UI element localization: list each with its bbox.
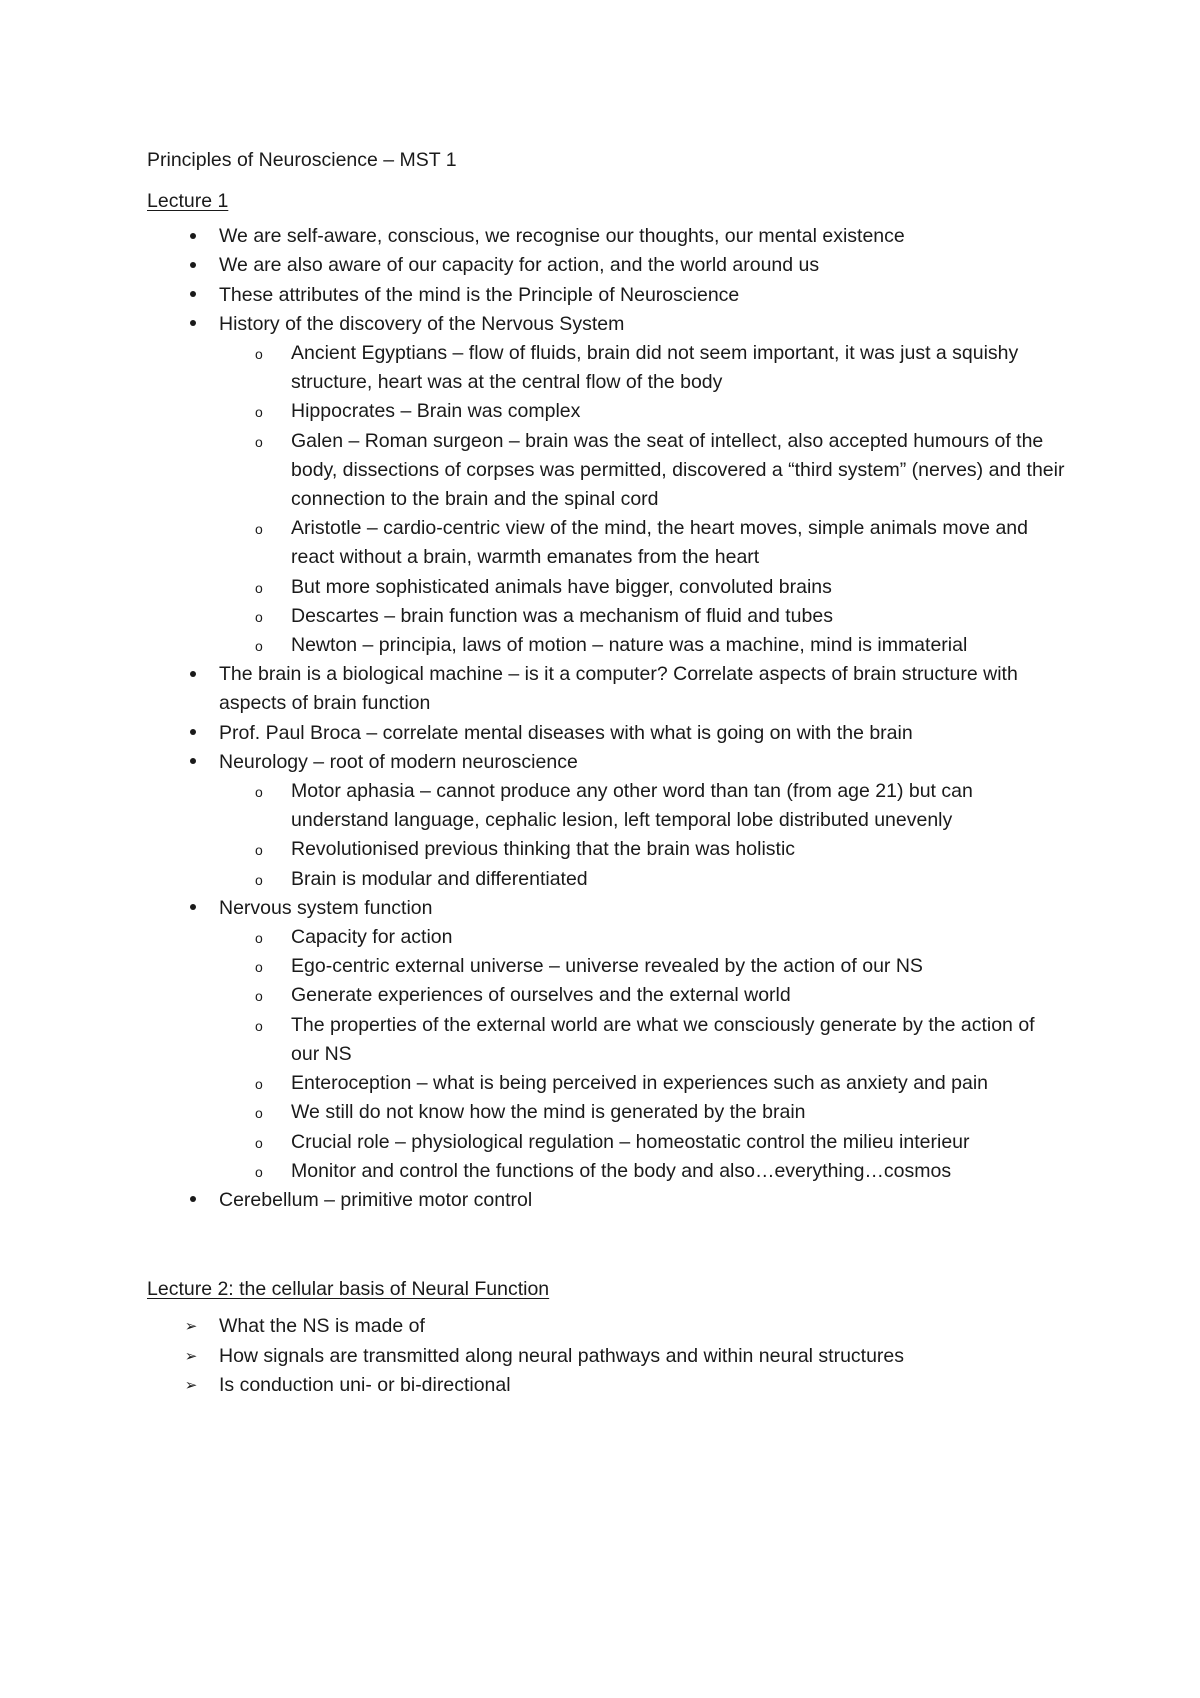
bullet-text: History of the discovery of the Nervous System [219, 312, 625, 335]
sub-bullet-text: Newton – principia, laws of motion – nature was a machine, mind is immaterial [291, 634, 968, 657]
sub-bullet-item [219, 602, 1067, 631]
bullet-text: The brain is a biological machine – is it a computer? Correlate aspects of brain structure with aspects of brain function [219, 663, 1018, 715]
sub-bullet-item [219, 981, 1067, 1010]
bullet-circle-icon: o [255, 988, 263, 1005]
sub-bullet-text: Brain is modular and differentiated [291, 867, 588, 890]
bullet-circle-icon: o [255, 784, 263, 801]
sub-bullet-item [219, 1157, 1067, 1186]
bullet-dot-icon [185, 222, 201, 251]
bullet-dot-icon [185, 310, 201, 339]
bullet-circle-icon: o [255, 404, 263, 421]
arrow-bullet-icon: ➢ [184, 1376, 198, 1394]
bullet-circle-icon: o [255, 433, 263, 450]
arrow-bullet-text: How signals are transmitted along neural pathways and within neural structures [219, 1344, 905, 1367]
sub-bullet-item [219, 573, 1067, 602]
bullet-circle-icon: o [255, 1105, 263, 1122]
lecture-2-arrow-item [147, 1371, 1067, 1400]
sub-list [219, 777, 1067, 894]
sub-bullet-text: Descartes – brain function was a mechanism of fluid and tubes [291, 604, 833, 627]
bullet-circle-icon: o [255, 521, 263, 538]
bullet-circle-icon: o [255, 579, 263, 596]
sub-list [219, 923, 1067, 1186]
sub-bullet-item [219, 835, 1067, 864]
lecture-1-bullet-item [147, 894, 1067, 1186]
bullet-circle-icon: o [255, 1134, 263, 1151]
sub-bullet-text: Revolutionised previous thinking that the brain was holistic [291, 838, 796, 861]
sub-bullet-item [219, 397, 1067, 426]
lecture-1-bullet-item [147, 719, 1067, 748]
bullet-text: Neurology – root of modern neuroscience [219, 750, 578, 773]
lecture-2-arrow-item [147, 1312, 1067, 1341]
bullet-circle-icon: o [255, 608, 263, 625]
sub-bullet-text: Galen – Roman surgeon – brain was the seat of intellect, also accepted humours of the body, dissections of corpses was permitted, discovered a “third system” (nerves) and their connection to the brain and the spinal cord [291, 429, 1065, 511]
sub-bullet-item [219, 427, 1067, 515]
bullet-circle-icon: o [255, 959, 263, 976]
sub-bullet-item [219, 514, 1067, 572]
sub-bullet-text: Generate experiences of ourselves and the external world [291, 984, 791, 1007]
lecture-1-list [147, 222, 1067, 1215]
bullet-dot-icon [185, 748, 201, 777]
sub-bullet-item [219, 952, 1067, 981]
sub-bullet-item [219, 339, 1067, 397]
sub-bullet-item [219, 1128, 1067, 1157]
sub-bullet-item [219, 631, 1067, 660]
bullet-circle-icon: o [255, 1163, 263, 1180]
lecture-1-bullet-item [147, 748, 1067, 894]
lecture-2-list [147, 1312, 1067, 1400]
sub-bullet-text: Ancient Egyptians – flow of fluids, brain did not seem important, it was just a squishy structure, heart was at the central flow of the body [291, 342, 1019, 394]
bullet-dot-icon [185, 719, 201, 748]
bullet-circle-icon: o [255, 638, 263, 655]
sub-bullet-text: Aristotle – cardio-centric view of the mind, the heart moves, simple animals move and react without a brain, warmth emanates from the heart [291, 517, 1028, 569]
bullet-circle-icon: o [255, 842, 263, 859]
bullet-circle-icon: o [255, 346, 263, 363]
section-spacer [147, 1215, 1067, 1275]
arrow-bullet-text: What the NS is made of [219, 1315, 425, 1338]
bullet-circle-icon: o [255, 1017, 263, 1034]
sub-bullet-text: Crucial role – physiological regulation – homeostatic control the milieu interieur [291, 1130, 970, 1153]
lecture-1-bullet-item [147, 660, 1067, 718]
bullet-dot-icon [185, 281, 201, 310]
bullet-text: Cerebellum – primitive motor control [219, 1188, 533, 1211]
sub-bullet-item [219, 777, 1067, 835]
lecture-1-heading: Lecture 1 [147, 190, 229, 212]
lecture-1-bullet-item [147, 251, 1067, 280]
arrow-bullet-icon: ➢ [184, 1347, 198, 1365]
arrow-bullet-text: Is conduction uni- or bi-directional [219, 1373, 511, 1396]
lecture-1-bullet-item [147, 1186, 1067, 1215]
bullet-text: Prof. Paul Broca – correlate mental diseases with what is going on with the brain [219, 721, 913, 744]
sub-bullet-text: Capacity for action [291, 926, 453, 949]
sub-bullet-text: Hippocrates – Brain was complex [291, 400, 581, 423]
document-page [147, 146, 1067, 1400]
bullet-circle-icon: o [255, 1076, 263, 1093]
bullet-dot-icon [185, 251, 201, 280]
arrow-bullet-icon: ➢ [184, 1318, 198, 1336]
lecture-1-bullet-item [147, 310, 1067, 660]
bullet-dot-icon [185, 894, 201, 923]
bullet-circle-icon: o [255, 930, 263, 947]
bullet-text: We are also aware of our capacity for action, and the world around us [219, 254, 820, 277]
lecture-1-bullet-item [147, 222, 1067, 251]
lecture-2-heading: Lecture 2: the cellular basis of Neural Function [147, 1278, 550, 1301]
sub-bullet-text: Ego-centric external universe – universe revealed by the action of our NS [291, 955, 923, 978]
sub-bullet-item [219, 1069, 1067, 1098]
sub-bullet-text: Enteroception – what is being perceived in experiences such as anxiety and pain [291, 1072, 989, 1095]
bullet-circle-icon: o [255, 871, 263, 888]
lecture-1-bullet-item [147, 281, 1067, 310]
bullet-text: Nervous system function [219, 896, 433, 919]
sub-bullet-item [219, 865, 1067, 894]
sub-bullet-item [219, 923, 1067, 952]
bullet-dot-icon [185, 1186, 201, 1215]
sub-bullet-text: But more sophisticated animals have bigger, convoluted brains [291, 575, 832, 598]
sub-bullet-text: Monitor and control the functions of the body and also…everything…cosmos [291, 1159, 952, 1182]
sub-bullet-text: Motor aphasia – cannot produce any other word than tan (from age 21) but can understand language, cephalic lesion, left temporal lobe distributed unevenly [291, 780, 973, 832]
sub-bullet-text: We still do not know how the mind is generated by the brain [291, 1101, 806, 1124]
bullet-dot-icon [185, 660, 201, 689]
bullet-text: These attributes of the mind is the Principle of Neuroscience [219, 283, 740, 306]
sub-list [219, 339, 1067, 660]
bullet-text: We are self-aware, conscious, we recognise our thoughts, our mental existence [219, 225, 905, 248]
sub-bullet-item [219, 1098, 1067, 1127]
lecture-2-arrow-item [147, 1342, 1067, 1371]
sub-bullet-item [219, 1011, 1067, 1069]
document-title: Principles of Neuroscience – MST 1 [147, 149, 457, 171]
sub-bullet-text: The properties of the external world are what we consciously generate by the action of our NS [291, 1013, 1035, 1065]
